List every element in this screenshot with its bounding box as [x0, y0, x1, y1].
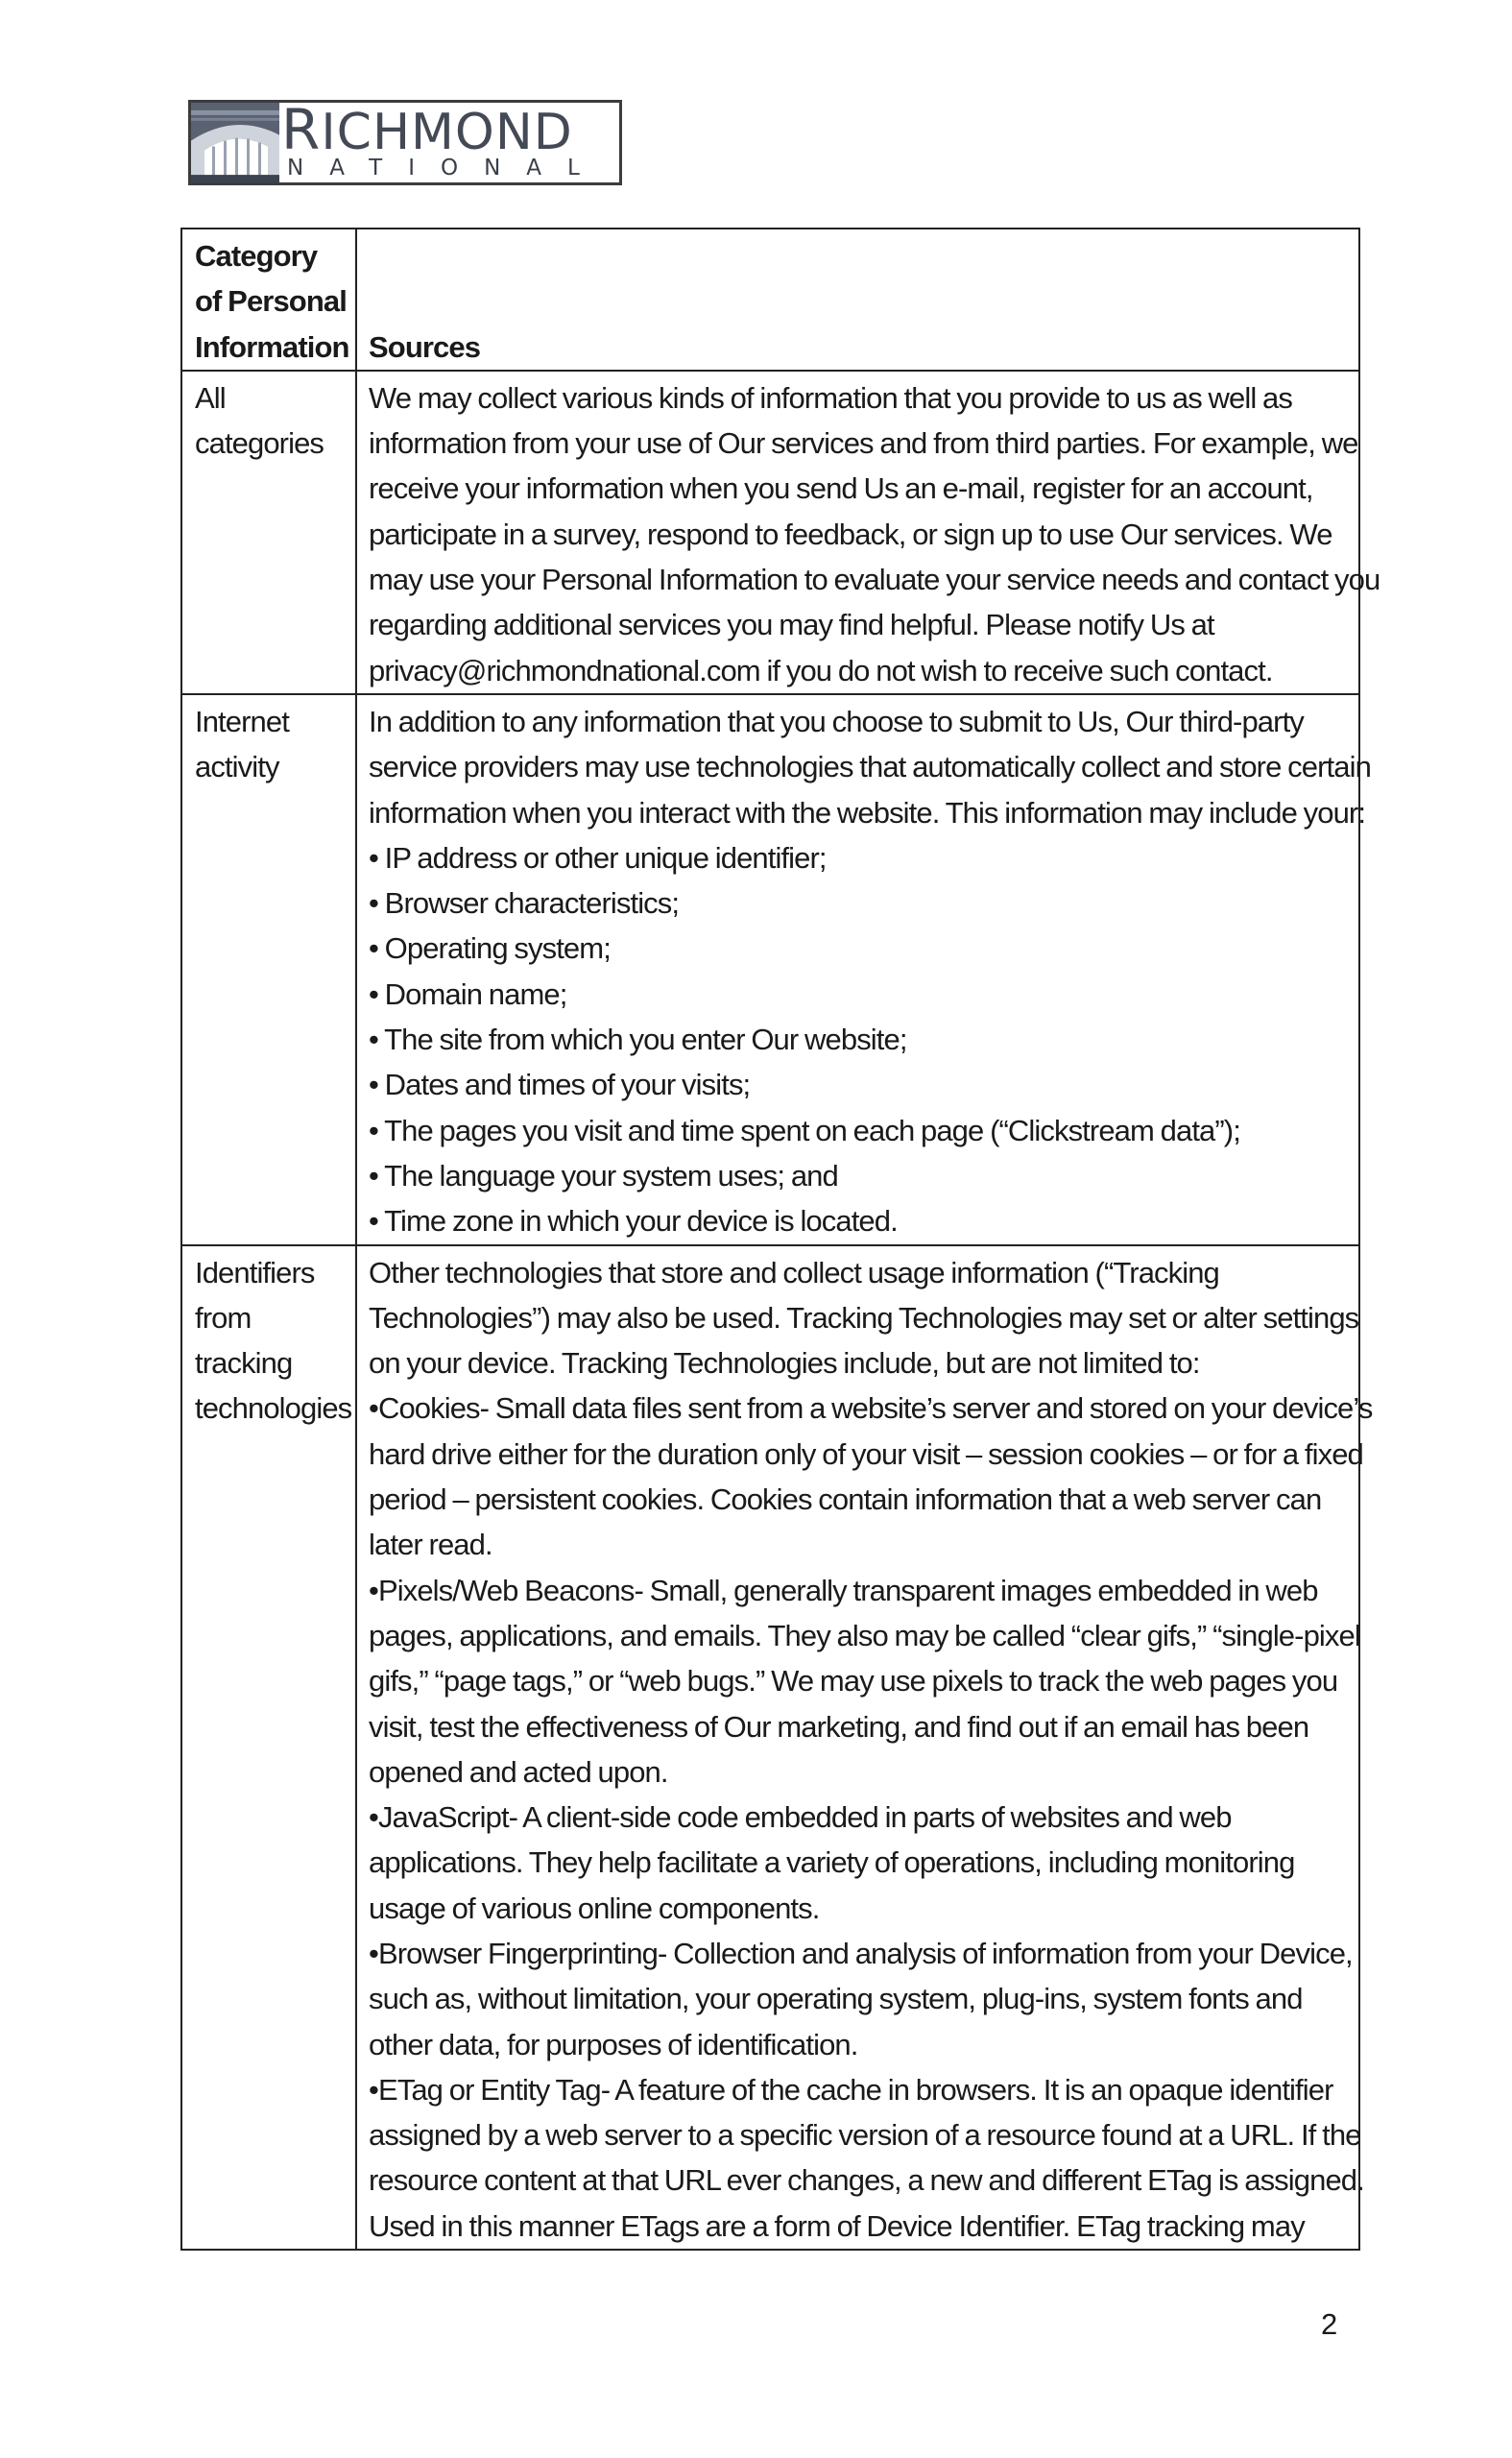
row-category: All categories: [181, 371, 356, 694]
table-row: [181, 371, 1359, 694]
row-sources: [356, 694, 1371, 1245]
row-sources: [356, 371, 1380, 694]
sources-line: information from your use of Our services and from third parties. For example, we: [369, 426, 1358, 461]
sources-line: usage of various online components.: [369, 1891, 820, 1925]
row-sources: [356, 1245, 1373, 2251]
sources-line: Other technologies that store and collect usage information (“Tracking: [369, 1255, 1219, 1289]
table-header-row: [181, 229, 1359, 371]
company-logo: [188, 97, 622, 185]
sources-line: •Browser Fingerprinting- Collection and analysis of information from your Device,: [369, 1936, 1353, 1970]
sources-line: • The site from which you enter Our website;: [369, 1023, 907, 1057]
sources-line: • Dates and times of your visits;: [369, 1068, 751, 1102]
logo-wordmark: [281, 97, 619, 162]
sources-line: may use your Personal Information to evaluate your service needs and contact you: [369, 563, 1380, 597]
sources-line: • Time zone in which your device is located.: [369, 1204, 898, 1239]
logo-initial: R: [281, 97, 322, 162]
sources-line: applications. They help facilitate a variety of operations, including monitoring: [369, 1845, 1295, 1880]
sources-line: such as, without limitation, your operating system, plug-ins, system fonts and: [369, 1982, 1303, 2016]
table-row: [181, 694, 1359, 1245]
sources-line: regarding additional services you may find helpful. Please notify Us at: [369, 608, 1214, 642]
sources-line: Technologies”) may also be used. Tracking Technologies may set or alter settings: [369, 1300, 1359, 1335]
row-category: Internet activity: [181, 694, 356, 1245]
sources-line: •Pixels/Web Beacons- Small, generally transparent images embedded in web: [369, 1573, 1318, 1607]
sources-line: Used in this manner ETags are a form of Device Identifier. ETag tracking may: [369, 2208, 1305, 2243]
personal-information-sources-table: [180, 228, 1380, 2251]
sources-line: assigned by a web server to a specific version of a resource found at a URL. If the: [369, 2118, 1361, 2153]
sources-line: In addition to any information that you choose to submit to Us, Our third-party: [369, 704, 1304, 738]
sources-line: participate in a survey, respond to feedback, or sign up to use Our services. We: [369, 517, 1332, 551]
sources-line: service providers may use technologies that automatically collect and store certain: [369, 750, 1371, 784]
sources-line: receive your information when you send Us an e-mail, register for an account,: [369, 471, 1313, 506]
sources-line: information when you interact with the website. This information may include your:: [369, 795, 1366, 830]
page-number: 2: [1321, 2307, 1338, 2341]
sources-line: • Domain name;: [369, 976, 567, 1011]
sources-line: • The pages you visit and time spent on each page (“Clickstream data”);: [369, 1113, 1240, 1147]
sources-line: • IP address or other unique identifier;: [369, 840, 827, 875]
sources-line: privacy@richmondnational.com if you do not wish to receive such contact.: [369, 653, 1273, 687]
sources-line: visit, test the effectiveness of Our marketing, and find out if an email has been: [369, 1709, 1309, 1744]
sources-line: • Browser characteristics;: [369, 886, 680, 921]
sources-line: gifs,” “page tags,” or “web bugs.” We may use pixels to track the web pages you: [369, 1664, 1338, 1699]
sources-line: resource content at that URL ever changes, a new and different ETag is assigned.: [369, 2163, 1364, 2198]
header-sources: Sources: [356, 229, 1359, 371]
sources-line: pages, applications, and emails. They also may be called “clear gifs,” “single-pixel: [369, 1618, 1360, 1652]
sources-line: hard drive either for the duration only of your visit – session cookies – or for a fixed: [369, 1436, 1363, 1471]
sources-line: We may collect various kinds of information that you provide to us as well as: [369, 380, 1292, 415]
sources-line: period – persistent cookies. Cookies contain information that a web server can: [369, 1482, 1322, 1517]
sources-line: •ETag or Entity Tag- A feature of the cache in browsers. It is an opaque identifier: [369, 2072, 1333, 2107]
sources-line: later read.: [369, 1528, 492, 1562]
logo-name: ICHMOND: [321, 104, 573, 161]
header-category: Category of Personal Information: [181, 229, 356, 371]
sources-line: on your device. Tracking Technologies include, but are not limited to:: [369, 1346, 1200, 1381]
logo-subtitle: NATIONAL: [287, 156, 606, 181]
sources-line: opened and acted upon.: [369, 1754, 668, 1789]
sources-line: •Cookies- Small data files sent from a website’s server and stored on your device’s: [369, 1391, 1373, 1426]
sources-line: other data, for purposes of identification.: [369, 2027, 858, 2061]
sources-line: •JavaScript- A client-side code embedded in parts of websites and web: [369, 1800, 1232, 1835]
table-row: [181, 1245, 1359, 2251]
sources-line: • The language your system uses; and: [369, 1158, 838, 1193]
sources-line: • Operating system;: [369, 931, 611, 966]
bridge-logo-icon: [191, 103, 279, 182]
row-category: Identifiers from tracking technologies: [181, 1245, 356, 2251]
